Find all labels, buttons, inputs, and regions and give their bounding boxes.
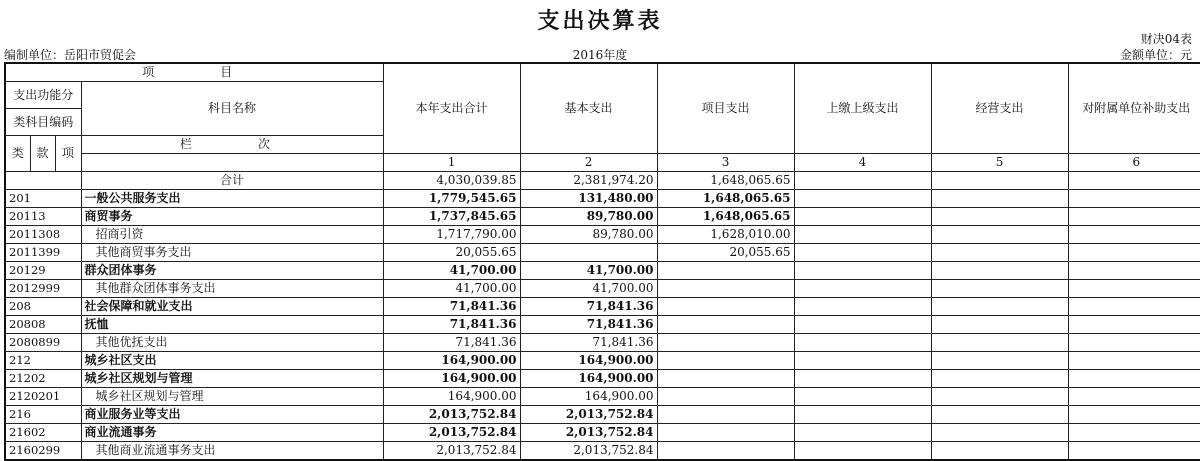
row-total: 20,055.65 bbox=[383, 244, 520, 262]
row-basic: 89,780.00 bbox=[520, 208, 657, 226]
row-name: 一般公共服务支出 bbox=[81, 190, 383, 208]
row-basic bbox=[520, 244, 657, 262]
row-remit bbox=[794, 244, 931, 262]
row-project: 1,648,065.65 bbox=[657, 208, 794, 226]
row-business bbox=[931, 370, 1068, 388]
row-remit bbox=[794, 334, 931, 352]
col-number-4: 4 bbox=[794, 154, 931, 172]
row-business bbox=[931, 316, 1068, 334]
row-code: 20129 bbox=[5, 262, 81, 280]
total-c5 bbox=[931, 172, 1068, 190]
row-subsidy bbox=[1068, 334, 1200, 352]
col-header-basic: 基本支出 bbox=[520, 63, 657, 154]
item-header: 项 目 bbox=[5, 63, 383, 82]
col-header-business: 经营支出 bbox=[931, 63, 1068, 154]
table-row bbox=[5, 244, 1200, 262]
row-business bbox=[931, 280, 1068, 298]
row-subsidy bbox=[1068, 424, 1200, 442]
row-name: 其他商贸事务支出 bbox=[81, 244, 383, 262]
row-subsidy bbox=[1068, 388, 1200, 406]
row-total: 41,700.00 bbox=[383, 262, 520, 280]
row-basic: 89,780.00 bbox=[520, 226, 657, 244]
row-code: 201 bbox=[5, 190, 81, 208]
row-code: 208 bbox=[5, 298, 81, 316]
func-code-label-1: 支出功能分 bbox=[5, 82, 81, 109]
row-remit bbox=[794, 316, 931, 334]
row-business bbox=[931, 424, 1068, 442]
total-label: 合计 bbox=[81, 172, 383, 190]
row-name: 城乡社区支出 bbox=[81, 352, 383, 370]
row-project bbox=[657, 298, 794, 316]
row-total: 1,717,790.00 bbox=[383, 226, 520, 244]
row-project bbox=[657, 424, 794, 442]
table-row bbox=[5, 442, 1200, 461]
row-basic: 71,841.36 bbox=[520, 298, 657, 316]
row-project: 1,648,065.65 bbox=[657, 190, 794, 208]
table-row bbox=[5, 334, 1200, 352]
row-business bbox=[931, 208, 1068, 226]
row-remit bbox=[794, 388, 931, 406]
column-number-row bbox=[5, 154, 1200, 172]
row-code: 21602 bbox=[5, 424, 81, 442]
row-project bbox=[657, 262, 794, 280]
row-subsidy bbox=[1068, 406, 1200, 424]
row-code: 2120201 bbox=[5, 388, 81, 406]
row-code: 2011308 bbox=[5, 226, 81, 244]
fiscal-year: 2016年度 bbox=[572, 48, 628, 62]
row-code: 2080899 bbox=[5, 334, 81, 352]
row-name: 商业服务业等支出 bbox=[81, 406, 383, 424]
row-name: 社会保障和就业支出 bbox=[81, 298, 383, 316]
table-row bbox=[5, 190, 1200, 208]
row-name: 城乡社区规划与管理 bbox=[81, 370, 383, 388]
row-basic: 2,013,752.84 bbox=[520, 406, 657, 424]
reporting-unit: 编制单位：岳阳市贸促会 bbox=[4, 48, 137, 62]
subject-name-header: 科目名称 bbox=[81, 82, 383, 136]
row-subsidy bbox=[1068, 208, 1200, 226]
row-project bbox=[657, 442, 794, 461]
row-project bbox=[657, 316, 794, 334]
row-remit bbox=[794, 262, 931, 280]
row-business bbox=[931, 298, 1068, 316]
row-subsidy bbox=[1068, 370, 1200, 388]
total-c1: 4,030,039.85 bbox=[383, 172, 520, 190]
table-row bbox=[5, 352, 1200, 370]
row-subsidy bbox=[1068, 262, 1200, 280]
row-code: 212 bbox=[5, 352, 81, 370]
row-remit bbox=[794, 442, 931, 461]
row-total: 164,900.00 bbox=[383, 352, 520, 370]
row-business bbox=[931, 244, 1068, 262]
row-subsidy bbox=[1068, 298, 1200, 316]
col-number-1: 1 bbox=[383, 154, 520, 172]
table-row bbox=[5, 208, 1200, 226]
row-name: 商贸事务 bbox=[81, 208, 383, 226]
row-subsidy bbox=[1068, 280, 1200, 298]
row-subsidy bbox=[1068, 226, 1200, 244]
row-total: 2,013,752.84 bbox=[383, 424, 520, 442]
row-project: 20,055.65 bbox=[657, 244, 794, 262]
row-project: 1,628,010.00 bbox=[657, 226, 794, 244]
total-c6 bbox=[1068, 172, 1200, 190]
row-basic: 164,900.00 bbox=[520, 388, 657, 406]
row-total: 164,900.00 bbox=[383, 370, 520, 388]
col-number-5: 5 bbox=[931, 154, 1068, 172]
row-basic: 71,841.36 bbox=[520, 316, 657, 334]
row-project bbox=[657, 334, 794, 352]
col-header-total: 本年支出合计 bbox=[383, 63, 520, 154]
row-business bbox=[931, 406, 1068, 424]
row-project bbox=[657, 352, 794, 370]
row-basic: 2,013,752.84 bbox=[520, 424, 657, 442]
row-name: 商业流通事务 bbox=[81, 424, 383, 442]
row-project bbox=[657, 406, 794, 424]
row-basic: 2,013,752.84 bbox=[520, 442, 657, 461]
row-total: 71,841.36 bbox=[383, 298, 520, 316]
row-project bbox=[657, 388, 794, 406]
row-code: 216 bbox=[5, 406, 81, 424]
col-header-project: 项目支出 bbox=[657, 63, 794, 154]
row-basic: 164,900.00 bbox=[520, 352, 657, 370]
row-remit bbox=[794, 424, 931, 442]
col-number-3: 3 bbox=[657, 154, 794, 172]
total-code-cell bbox=[5, 172, 81, 190]
row-total: 71,841.36 bbox=[383, 316, 520, 334]
row-basic: 131,480.00 bbox=[520, 190, 657, 208]
row-code: 2011399 bbox=[5, 244, 81, 262]
func-code-label-2: 类科目编码 bbox=[5, 109, 81, 136]
row-basic: 71,841.36 bbox=[520, 334, 657, 352]
header-row-1 bbox=[5, 63, 1200, 82]
col-header-subsidy: 对附属单位补助支出 bbox=[1068, 63, 1200, 154]
row-name: 其他群众团体事务支出 bbox=[81, 280, 383, 298]
row-total: 1,737,845.65 bbox=[383, 208, 520, 226]
total-c3: 1,648,065.65 bbox=[657, 172, 794, 190]
table-row bbox=[5, 298, 1200, 316]
row-name: 城乡社区规划与管理 bbox=[81, 388, 383, 406]
row-code: 21202 bbox=[5, 370, 81, 388]
table-row bbox=[5, 316, 1200, 334]
row-business bbox=[931, 190, 1068, 208]
row-basic: 164,900.00 bbox=[520, 370, 657, 388]
row-name: 其他优抚支出 bbox=[81, 334, 383, 352]
total-c4 bbox=[794, 172, 931, 190]
row-subsidy bbox=[1068, 244, 1200, 262]
row-total: 1,779,545.65 bbox=[383, 190, 520, 208]
row-remit bbox=[794, 190, 931, 208]
col-row-label: 栏 次 bbox=[81, 136, 383, 154]
row-remit bbox=[794, 370, 931, 388]
row-subsidy bbox=[1068, 352, 1200, 370]
row-total: 71,841.36 bbox=[383, 334, 520, 352]
row-project bbox=[657, 280, 794, 298]
table-row bbox=[5, 424, 1200, 442]
col-number-6: 6 bbox=[1068, 154, 1200, 172]
row-name: 招商引资 bbox=[81, 226, 383, 244]
col-header-remit: 上缴上级支出 bbox=[794, 63, 931, 154]
table-row bbox=[5, 406, 1200, 424]
row-remit bbox=[794, 208, 931, 226]
total-row bbox=[5, 172, 1200, 190]
row-basic: 41,700.00 bbox=[520, 280, 657, 298]
report-title: 支出决算表 bbox=[537, 8, 663, 34]
row-business bbox=[931, 388, 1068, 406]
row-total: 164,900.00 bbox=[383, 388, 520, 406]
table-row bbox=[5, 370, 1200, 388]
row-remit bbox=[794, 280, 931, 298]
row-basic: 41,700.00 bbox=[520, 262, 657, 280]
row-business bbox=[931, 352, 1068, 370]
table-row bbox=[5, 388, 1200, 406]
col-number-2: 2 bbox=[520, 154, 657, 172]
row-subsidy bbox=[1068, 190, 1200, 208]
expenditure-table bbox=[4, 62, 1200, 461]
row-business bbox=[931, 262, 1068, 280]
amount-unit: 金额单位：元 bbox=[1119, 48, 1192, 62]
row-code: 2160299 bbox=[5, 442, 81, 461]
row-remit bbox=[794, 352, 931, 370]
row-business bbox=[931, 334, 1068, 352]
row-total: 2,013,752.84 bbox=[383, 406, 520, 424]
row-code: 20113 bbox=[5, 208, 81, 226]
table-row bbox=[5, 262, 1200, 280]
row-code: 2012999 bbox=[5, 280, 81, 298]
form-number: 财决04表 bbox=[1140, 32, 1192, 46]
row-subsidy bbox=[1068, 442, 1200, 461]
row-project bbox=[657, 370, 794, 388]
row-name: 群众团体事务 bbox=[81, 262, 383, 280]
lei-header: 类 bbox=[5, 136, 30, 172]
xiang-header: 项 bbox=[55, 136, 81, 172]
row-name: 其他商业流通事务支出 bbox=[81, 442, 383, 461]
row-business bbox=[931, 226, 1068, 244]
total-c2: 2,381,974.20 bbox=[520, 172, 657, 190]
row-subsidy bbox=[1068, 316, 1200, 334]
row-business bbox=[931, 442, 1068, 461]
row-code: 20808 bbox=[5, 316, 81, 334]
table-row bbox=[5, 280, 1200, 298]
row-total: 41,700.00 bbox=[383, 280, 520, 298]
row-name: 抚恤 bbox=[81, 316, 383, 334]
row-total: 2,013,752.84 bbox=[383, 442, 520, 461]
kuan-header: 款 bbox=[30, 136, 55, 172]
row-remit bbox=[794, 226, 931, 244]
row-remit bbox=[794, 406, 931, 424]
table-row bbox=[5, 226, 1200, 244]
row-remit bbox=[794, 298, 931, 316]
